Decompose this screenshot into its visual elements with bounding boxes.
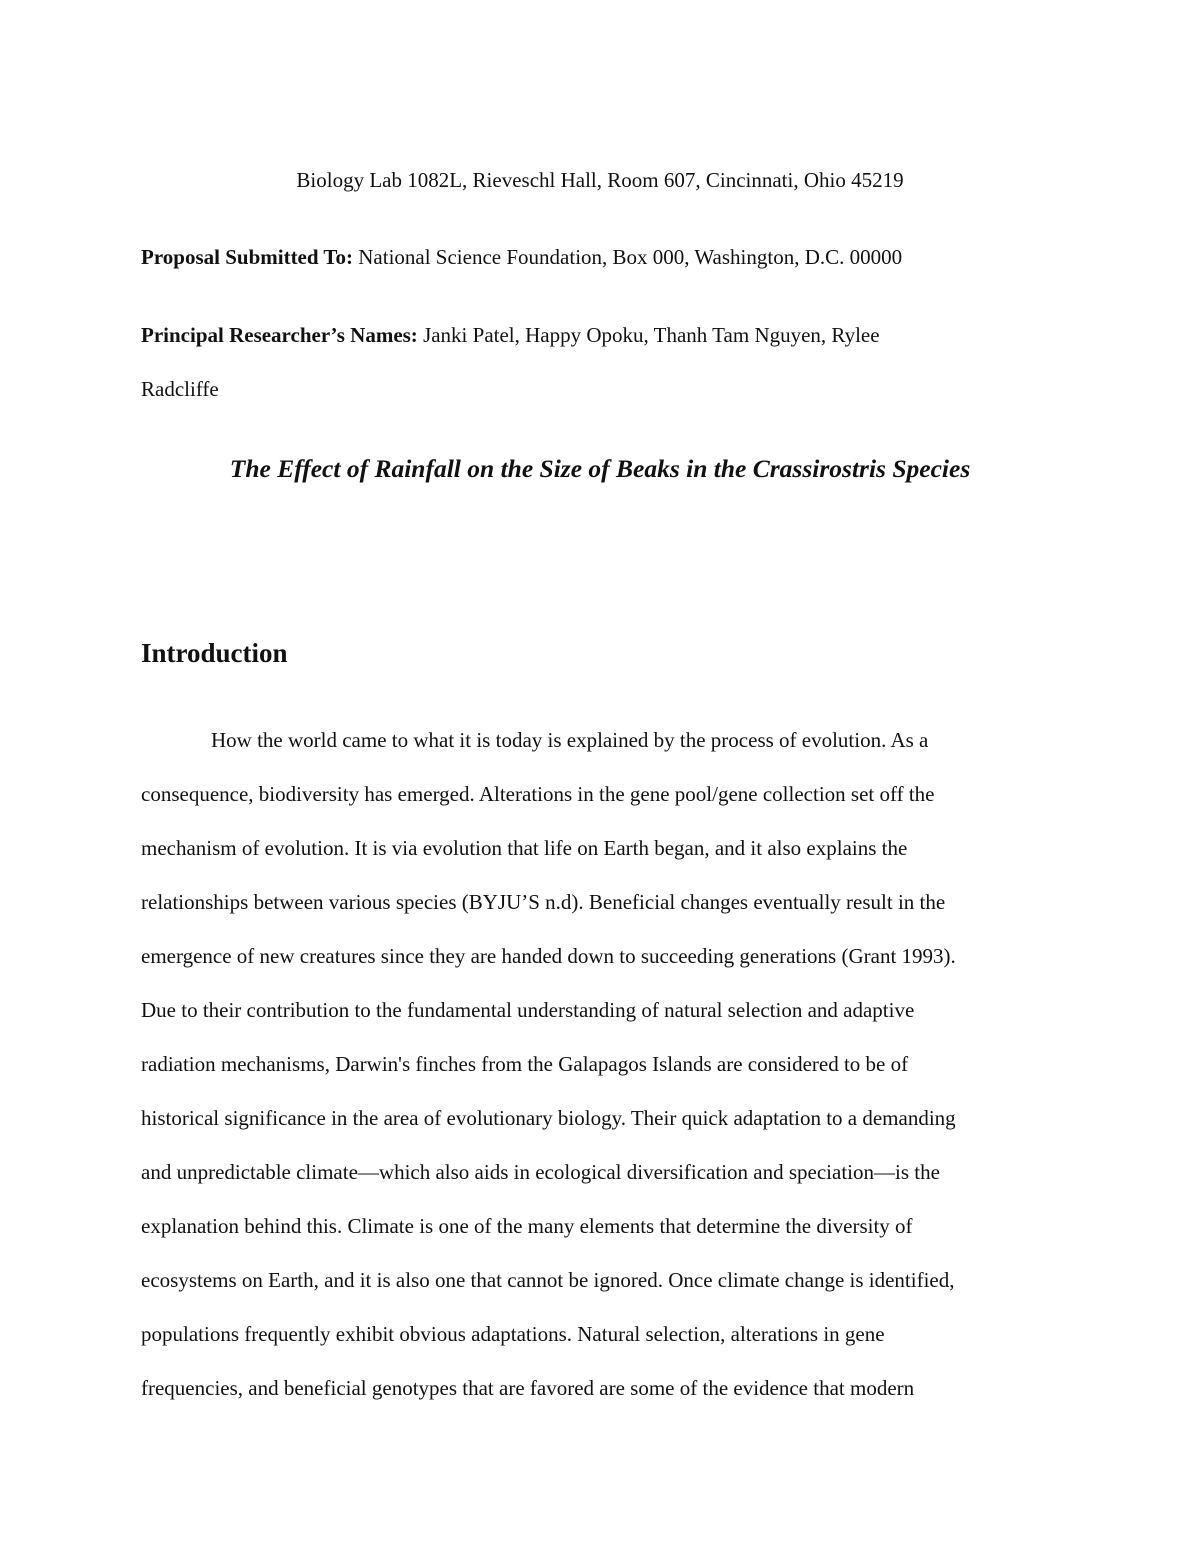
researchers-line [141, 321, 880, 349]
proposal-label: Proposal Submitted To: [141, 245, 353, 269]
paragraph-line: mechanism of evolution. It is via evolution that life on Earth began, and it also explains the [141, 836, 908, 860]
proposal-line [141, 243, 902, 271]
researchers-label: Principal Researcher’s Names: [141, 323, 418, 347]
paragraph-line: How the world came to what it is today is explained by the process of evolution. As a [211, 728, 929, 752]
section-heading-introduction: Introduction [141, 638, 288, 668]
paragraph-line: frequencies, and beneficial genotypes that are favored are some of the evidence that modern [141, 1376, 915, 1400]
paragraph-line: emergence of new creatures since they are handed down to succeeding generations (Grant 1993). [141, 944, 956, 968]
paragraph-line: ecosystems on Earth, and it is also one that cannot be ignored. Once climate change is identified, [141, 1268, 955, 1292]
proposal-value: National Science Foundation, Box 000, Washington, D.C. 00000 [353, 245, 903, 269]
paragraph-line: historical significance in the area of evolutionary biology. Their quick adaptation to a demanding [141, 1106, 956, 1130]
paragraph-line: radiation mechanisms, Darwin's finches from the Galapagos Islands are considered to be of [141, 1052, 909, 1076]
paragraph-line: Due to their contribution to the fundamental understanding of natural selection and adaptive [141, 998, 915, 1022]
paragraph-line: relationships between various species (BYJU’S n.d). Beneficial changes eventually result in the [141, 890, 946, 914]
paragraph-line: populations frequently exhibit obvious adaptations. Natural selection, alterations in gene [141, 1322, 885, 1346]
paragraph-line: and unpredictable climate—which also aids in ecological diversification and speciation—is the [141, 1160, 940, 1184]
address-line: Biology Lab 1082L, Rieveschl Hall, Room 607, Cincinnati, Ohio 45219 [296, 168, 904, 192]
paragraph-line: consequence, biodiversity has emerged. Alterations in the gene pool/gene collection set off the [141, 782, 935, 806]
researchers-continuation: Radcliffe [141, 377, 219, 401]
researchers-value: Janki Patel, Happy Opoku, Thanh Tam Nguyen, Rylee [417, 323, 880, 347]
document-title: The Effect of Rainfall on the Size of Beaks in the Crassirostris Species [229, 454, 971, 483]
paragraph-line: explanation behind this. Climate is one of the many elements that determine the diversity of [141, 1214, 913, 1238]
